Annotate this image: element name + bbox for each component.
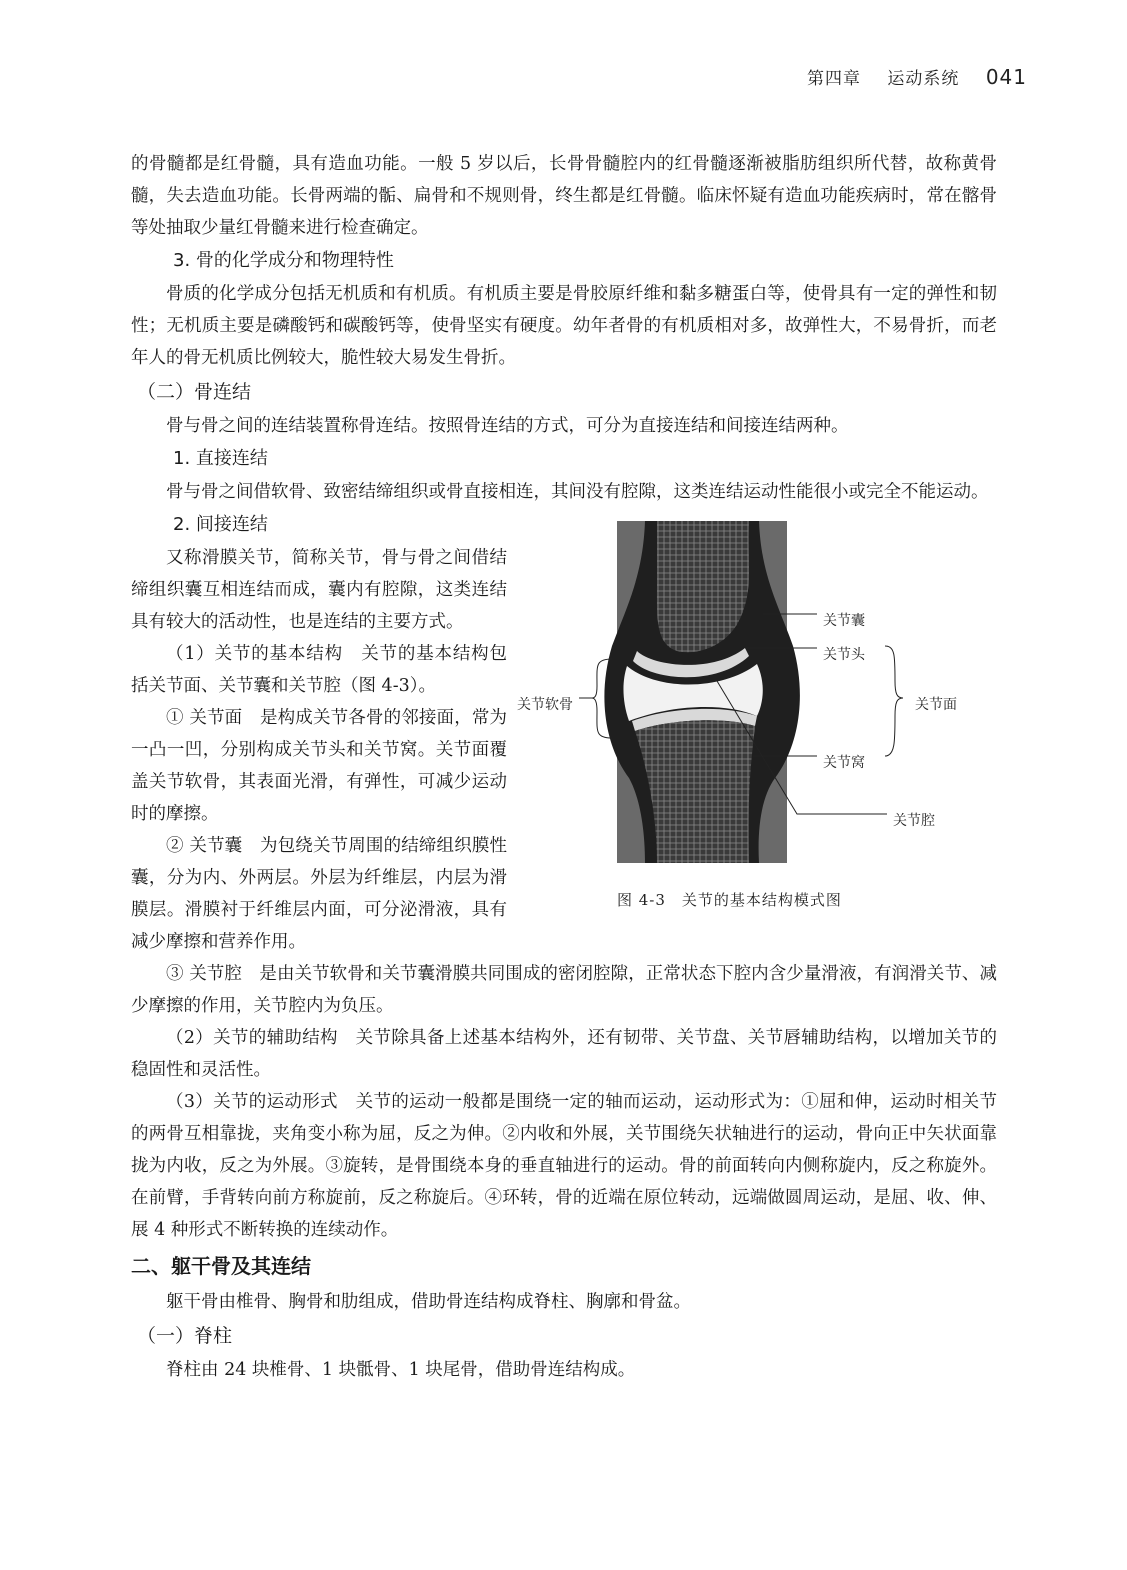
paragraph-chemical: 骨质的化学成分包括无机质和有机质。有机质主要是骨胶原纤维和黏多糖蛋白等，使骨具有一定的弹性和韧性；无机质主要是磷酸钙和碳酸钙等，使骨坚实有硬度。幼年者骨的有机质相对多，故弹性大，不易骨折，而老年人的骨无机质比例较大，脆性较大易发生骨折。 (131, 284, 997, 368)
paragraph-articular-capsule: ② 关节囊 为包绕关节周围的结缔组织膜性囊，分为内、外两层。外层为纤维层，内层为滑膜层。滑膜衬于纤维层内面，可分泌滑液，具有减少摩擦和营养作用。 (131, 836, 507, 952)
page-number: 041 (985, 65, 1027, 89)
paragraph-bone-joint: 骨与骨之间的连结装置称骨连结。按照骨连结的方式，可分为直接连结和间接连结两种。 (166, 416, 849, 436)
figure-caption: 图 4-3 关节的基本结构模式图 (617, 891, 842, 909)
paragraph-articular-surface: ① 关节面 是构成关节各骨的邻接面，常为一凸一凹，分别构成关节头和关节窝。关节面覆盖关节软骨，其表面光滑，有弹性，可减少运动时的摩擦。 (131, 708, 507, 824)
heading-spine: （一）脊柱 (137, 1325, 233, 1347)
heading-direct: 1. 直接连结 (173, 448, 268, 469)
paragraph-spine: 脊柱由 24 块椎骨、1 块骶骨、1 块尾骨，借助骨连结构成。 (166, 1360, 636, 1380)
heading-chemical: 3. 骨的化学成分和物理特性 (173, 250, 394, 271)
heading-bone-joint: （二）骨连结 (137, 381, 252, 403)
heading-trunk: 二、躯干骨及其连结 (131, 1254, 311, 1278)
paragraph-marrow: 的骨髓都是红骨髓，具有造血功能。一般 5 岁以后，长骨骨髓腔内的红骨髓逐渐被脂肪组织所代替，故称黄骨髓，失去造血功能。长骨两端的骺、扁骨和不规则骨，终生都是红骨髓。临床怀疑有造血功能疾病时，常在髂骨等处抽取少量红骨髓来进行检查确定。 (131, 154, 997, 238)
joint-figure (517, 516, 997, 936)
label-surface: 关节面 (915, 697, 957, 713)
paragraph-basic-structure: （1）关节的基本结构 关节的基本结构包括关节面、关节囊和关节腔（图 4-3）。 (131, 644, 507, 696)
label-cavity: 关节腔 (893, 813, 935, 829)
label-capsule: 关节囊 (823, 613, 865, 629)
paragraph-trunk: 躯干骨由椎骨、胸骨和肋组成，借助骨连结构成脊柱、胸廓和骨盆。 (166, 1292, 691, 1312)
heading-indirect: 2. 间接连结 (173, 514, 268, 535)
page-content (131, 148, 997, 1386)
paragraph-movement: （3）关节的运动形式 关节的运动一般都是围绕一定的轴而运动，运动形式为：①屈和伸，运动时相关节的两骨互相靠拢，夹角变小称为屈，反之为伸。②内收和外展，关节围绕矢状轴进行的运动，骨向正中矢状面靠拢为内收，反之为外展。③旋转，是骨围绕本身的垂直轴进行的运动。骨的前面转向内侧称旋内，反之称旋外。在前臂，手背转向前方称旋前，反之称旋后。④环转，骨的近端在原位转动，远端做圆周运动，是屈、收、伸、展 4 种形式不断转换的连续动作。 (131, 1092, 997, 1240)
page-header (807, 64, 1027, 89)
chapter-label: 第四章 (807, 69, 861, 89)
label-head: 关节头 (823, 647, 865, 663)
label-cartilage: 关节软骨 (517, 697, 573, 713)
section-label: 运动系统 (887, 69, 960, 89)
paragraph-indirect: 又称滑膜关节，简称关节，骨与骨之间借结缔组织囊互相连结而成，囊内有腔隙，这类连结具有较大的活动性，也是连结的主要方式。 (131, 548, 507, 632)
paragraph-auxiliary: （2）关节的辅助结构 关节除具备上述基本结构外，还有韧带、关节盘、关节唇辅助结构，以增加关节的稳固性和灵活性。 (131, 1028, 997, 1080)
paragraph-direct: 骨与骨之间借软骨、致密结缔组织或骨直接相连，其间没有腔隙，这类连结运动性能很小或完全不能运动。 (166, 482, 989, 502)
paragraph-articular-cavity: ③ 关节腔 是由关节软骨和关节囊滑膜共同围成的密闭腔隙，正常状态下腔内含少量滑液，有润滑关节、减少摩擦的作用，关节腔内为负压。 (131, 964, 997, 1016)
label-socket: 关节窝 (823, 755, 865, 771)
